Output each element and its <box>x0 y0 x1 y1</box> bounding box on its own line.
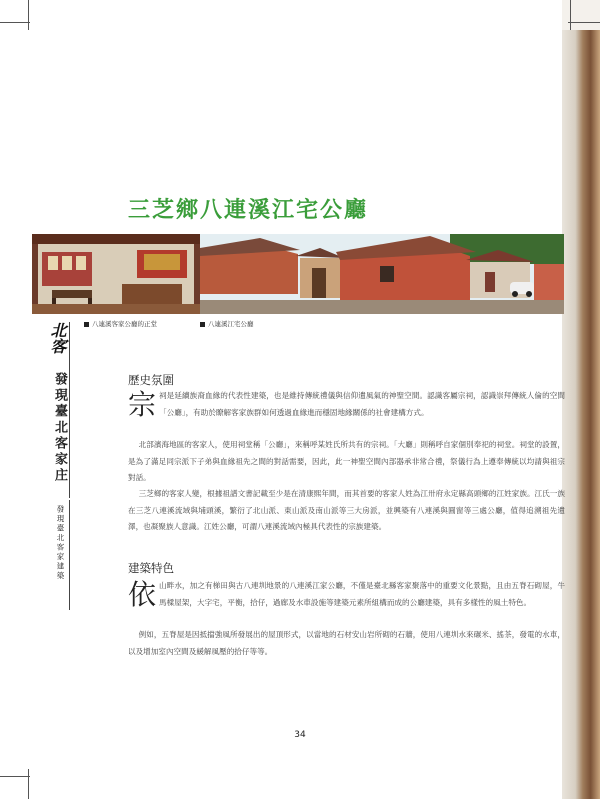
architecture-paragraph-1 <box>128 578 565 611</box>
section-heading-history: 歷史氛圍 <box>128 373 174 387</box>
page-title: 三芝鄉八連溪江宅公廳 <box>128 197 369 223</box>
interior-hall-photo <box>32 234 200 314</box>
adjacent-page-edge <box>562 0 600 799</box>
crop-mark <box>0 22 30 23</box>
crop-mark <box>28 0 29 30</box>
section-label: 發現臺北客家建築 <box>56 505 65 581</box>
paragraph-text: 祠是延續族裔血緣的代表性建築，也是維持傳統禮儀與信仰遺風氣的神聖空間。認識客屬宗祠，認識崇拜傳統人倫的空間「公廳」，有助於瞭解客家族群如何透過血緣進而穩固地緣關係的社會建構方式。 <box>159 391 565 417</box>
history-paragraph-2: 北部濱海地區的客家人，使用祠堂稱「公廳」，來稱呼某姓氏所共有的宗祠。「大廳」則稱呼自家個別奉祀的祠堂。祠堂的設置，是為了滿足同宗派下子弟與血緣祖先之間的對話需要，因此，此一神聖空間內部器承非常合禮，祭儀行為上遵奉傳統以均請與祖宗對話。 <box>128 440 565 482</box>
adjacent-page-edge-top <box>562 0 600 30</box>
photo-caption-2 <box>200 319 254 328</box>
paragraph-text: 山畔水，加之有梯田與古八連圳地景的八連溪江家公廳，不僅是臺北縣客家聚落中的重要文化景點，且由五脊石砌屋，牛馬樑屋架，大字宅，平衡，拾仔，過廊及水車設施等建築元素所組構而成的公廳建築，具有多樣性的風土特色。 <box>159 581 565 607</box>
history-paragraph-3: 三芝鄉的客家人變，根據祖譜文書記載至少是在清康熙年間，而其首要的客家人姓為江卅府永定縣高頭鄉的江姓家族。江氏一族在三芝八連溪流域與埔頭溪，繁衍了北山派、東山派及南山派等三大房派，並興築有八連溪與圓窗等三處公廳，值得追溯祖先遺澤，也凝聚族人意識。江姓公廳，可謂八連溪流域內極具代表性的宗族建築。 <box>128 489 565 531</box>
crop-mark <box>28 769 29 799</box>
history-paragraph-1 <box>128 388 565 421</box>
crop-mark <box>570 0 571 30</box>
caption-bullet-square <box>200 322 205 327</box>
brick-house-exterior-photo <box>200 234 564 314</box>
caption-bullet-square <box>84 322 89 327</box>
logo: 北客 <box>48 322 67 354</box>
photo-strip <box>32 234 564 314</box>
caption-text: 八連溪江宅公廳 <box>208 320 254 328</box>
section-heading-architecture: 建築特色 <box>128 561 174 575</box>
page-number: 34 <box>294 730 306 740</box>
sidebar-divider <box>69 322 70 498</box>
dropcap: 宗 <box>128 388 157 421</box>
sidebar-divider <box>69 500 70 610</box>
architecture-paragraph-2: 例如，五脊屋是因抵擋強風所發展出的屋頂形式，以當地的石材安山岩所砌的石牆，使用八連圳水來碾米、搖茶，發電的水車，以及增加室內空間及緩解風壓的拾仔等等。 <box>128 630 565 656</box>
photo-caption-1 <box>84 319 157 328</box>
caption-text: 八連溪客家公廳的正堂 <box>92 320 157 328</box>
crop-mark <box>0 776 30 777</box>
series-title: 發現臺北客家庄 <box>52 372 67 484</box>
dropcap: 依 <box>128 578 157 611</box>
crop-mark <box>568 22 600 23</box>
